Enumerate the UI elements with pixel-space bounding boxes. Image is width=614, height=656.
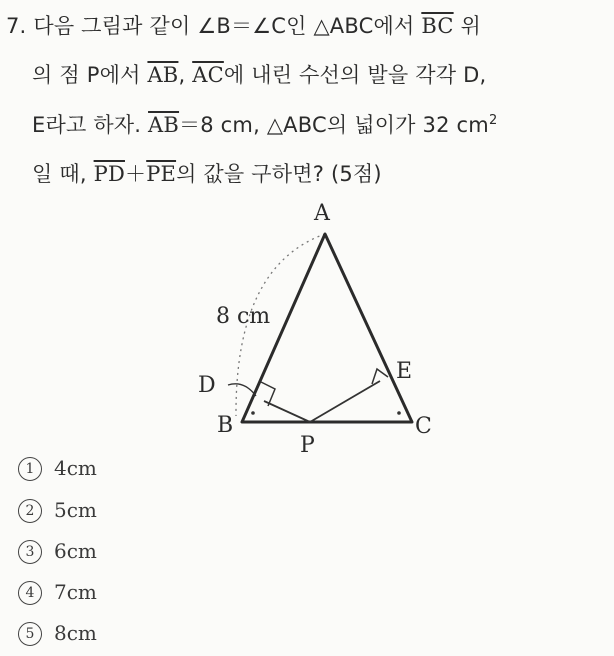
choice-number: 1 [18,457,42,481]
choice-1[interactable] [18,456,97,481]
choice-2[interactable] [18,498,97,523]
triangle-figure [170,196,450,466]
angle-mark-b [251,411,255,415]
choice-text: 7cm [54,580,97,604]
segment-pe-line [310,381,380,422]
choice-4[interactable] [18,580,97,605]
problem-line-3 [32,109,497,139]
problem-text: 일 때, [32,162,94,186]
choice-text: 4cm [54,456,97,480]
segment-ab: $\overline{AB}$ [148,113,180,137]
choice-number: 5 [18,622,42,646]
choice-number: 2 [18,499,42,523]
label-side-length: 8 cm [216,304,271,329]
problem-text: ＋ [124,162,147,186]
segment-pd: $\overline{PD}$ [93,162,125,186]
problem-text: , [178,63,193,87]
angle-mark-c [397,411,401,415]
problem-text: E라고 하자. [32,113,149,137]
label-e: E [396,359,413,384]
segment-pe: $\overline{PE}$ [146,162,177,186]
problem-line-1 [6,10,481,40]
problem-text: 의 값을 구하면? (5점) [176,162,382,186]
label-a: A [314,201,330,226]
problem-text: 위 [453,14,481,38]
choice-3[interactable] [18,539,97,564]
superscript-2: 2 [488,113,498,128]
segment-ac: $\overline{AC}$ [192,63,224,87]
label-c: C [415,414,432,439]
problem-line-4 [32,158,382,188]
choice-text: 8cm [54,621,97,645]
choice-number: 4 [18,581,42,605]
problem-text: 에 내린 수선의 발을 각각 D, [223,63,487,87]
problem-text: ＝8 cm, △ABC의 넓이가 32 cm [179,113,489,137]
label-b: B [217,413,234,438]
segment-ab: $\overline{AB}$ [147,63,179,87]
segment-bc: $\overline{BC}$ [421,14,454,38]
choice-text: 5cm [54,498,97,522]
choice-5[interactable] [18,621,97,646]
choice-number: 3 [18,540,42,564]
segment-pd-line [264,401,310,422]
problem-number: 7. [6,14,27,38]
problem-text: 다음 그림과 같이 ∠B＝∠C인 △ABC에서 [33,14,422,38]
problem-line-2 [32,59,486,89]
triangle-diagram [170,196,450,466]
label-d-pointer [228,384,256,396]
choice-text: 6cm [54,539,97,563]
label-d: D [198,373,216,398]
label-p: P [300,433,315,458]
problem-text: 의 점 P에서 [32,63,148,87]
